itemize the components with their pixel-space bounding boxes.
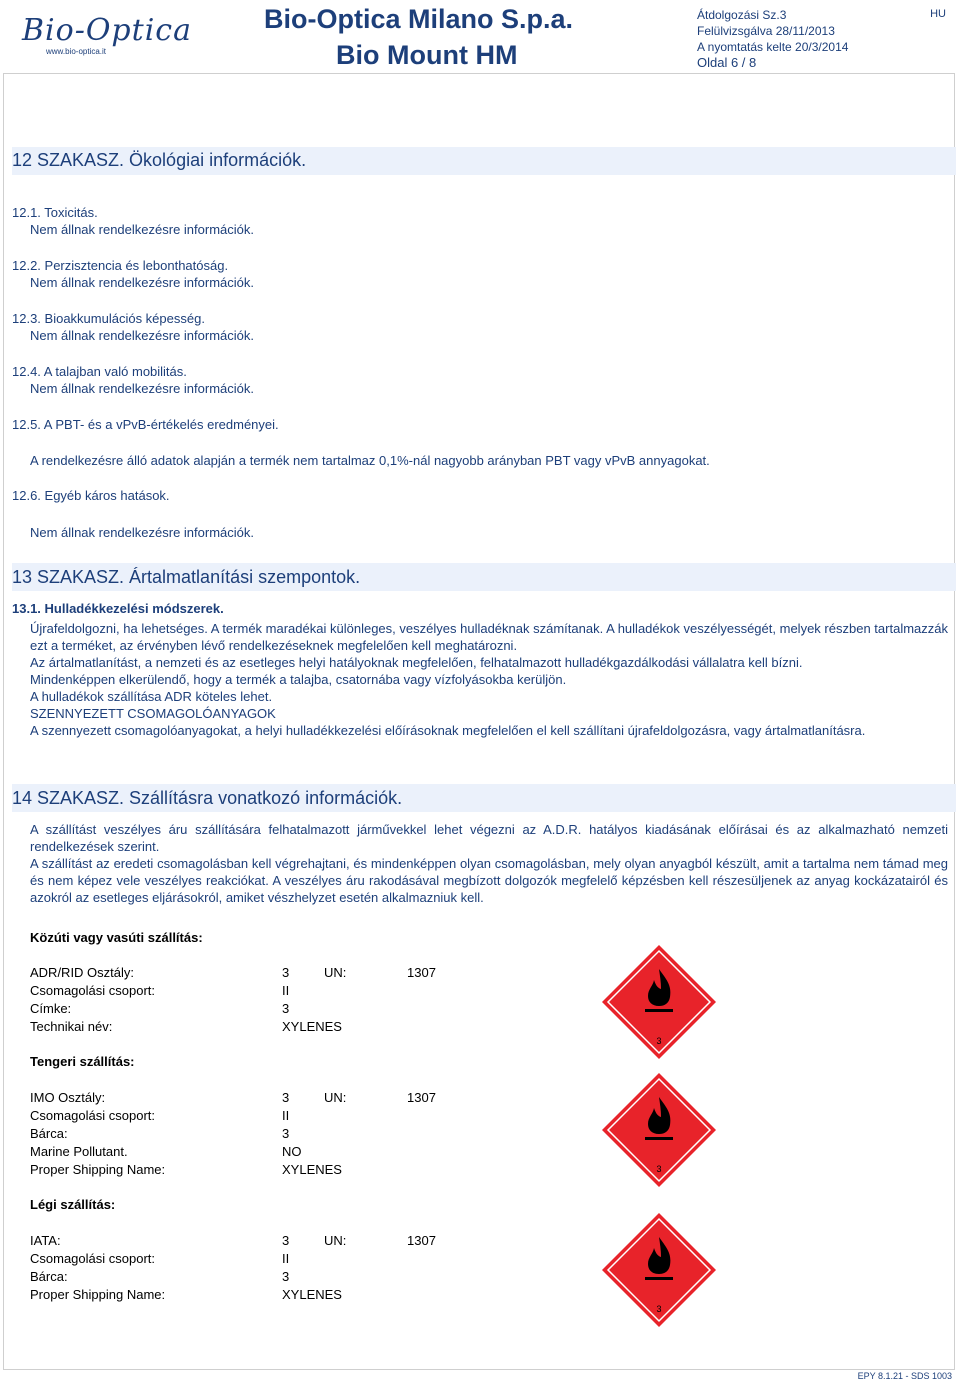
- section-13-text: [30, 620, 948, 739]
- subsection-12-6-text: Nem állnak rendelkezésre információk.: [30, 525, 254, 540]
- sea-class-value: 3: [282, 1090, 290, 1105]
- road-label-value: 3: [282, 1001, 290, 1016]
- paragraph: A szállítást az eredeti csomagolásban kell végrehajtani, és mindenképpen olyan csomagolásban, mely olyan anyagból készült, amit a tartalma nem támad meg és nem képez vele veszélyes reakciókat. A veszélyes áru rakodásával megbízott dolgozók megfelelő képzésben kell részesüljenek az anyag kockázatairól és azokról az esetleges eljárásokról, amiket vészhelyzet esetén alkalmazniuk kell.: [30, 856, 948, 905]
- sea-class-label: IMO Osztály:: [30, 1090, 106, 1105]
- flammable-liquid-hazard-icon: [600, 1071, 718, 1189]
- sea-un-value: 1307: [407, 1090, 436, 1105]
- air-shipping-name-value: XYLENES: [282, 1287, 342, 1302]
- sea-shipping-name-label: Proper Shipping Name:: [30, 1162, 166, 1177]
- section-12-title: 12 SZAKASZ. Ökológiai információk.: [12, 150, 307, 170]
- air-packing-label: Csomagolási csoport:: [30, 1251, 155, 1266]
- review-date: Felülvizsgálva 28/11/2013: [697, 24, 835, 38]
- section-14-title: 14 SZAKASZ. Szállításra vonatkozó információk.: [12, 788, 403, 808]
- subsection-12-6: 12.6. Egyéb káros hatások.: [12, 488, 170, 503]
- air-label-value: 3: [282, 1269, 290, 1284]
- subsection-12-3: 12.3. Bioakkumulációs képesség.: [12, 311, 205, 326]
- subsection-12-5-text: A rendelkezésre álló adatok alapján a termék nem tartalmaz 0,1%-nál nagyobb arányban PBT vagy vPvB annyagokat.: [30, 453, 710, 468]
- sea-shipping-name-value: XYLENES: [282, 1162, 342, 1177]
- road-label-label: Címke:: [30, 1001, 72, 1016]
- paragraph: Mindenképpen elkerülendő, hogy a termék a talajba, csatornába vagy vízfolyásokba kerüljön.: [30, 672, 567, 687]
- road-class-label: ADR/RID Osztály:: [30, 965, 135, 980]
- road-un-label: UN:: [324, 965, 347, 980]
- language-code: HU: [930, 8, 946, 20]
- paragraph: A hulladékok szállítása ADR köteles lehet.: [30, 689, 273, 704]
- product-name: Bio Mount HM: [336, 40, 518, 70]
- air-class-label: IATA:: [30, 1233, 61, 1248]
- sea-marine-pollutant-value: NO: [282, 1144, 302, 1159]
- air-label-label: Bárca:: [30, 1269, 68, 1284]
- document-meta: [697, 7, 848, 71]
- air-packing-value: II: [282, 1251, 290, 1266]
- air-un-value: 1307: [407, 1233, 436, 1248]
- paragraph: A szállítást veszélyes áru szállítására felhatalmazott járművekkel lehet végezni az A.D.R. hatályos kiadásának előírásai és az alkalmazható nemzeti rendelkezések szerint.: [30, 822, 948, 854]
- subsection-12-5: 12.5. A PBT- és a vPvB-értékelés eredményei.: [12, 417, 279, 432]
- road-transport-heading: Közúti vagy vasúti szállítás:: [30, 930, 203, 945]
- paragraph: SZENNYEZETT CSOMAGOLÓANYAGOK: [30, 706, 276, 721]
- flammable-liquid-hazard-icon: [600, 943, 718, 1061]
- hazard-class-number: 3: [656, 1036, 662, 1046]
- subsection-12-4-text: Nem állnak rendelkezésre információk.: [30, 381, 254, 396]
- road-packing-label: Csomagolási csoport:: [30, 983, 155, 998]
- page-number: Oldal 6 / 8: [697, 55, 757, 70]
- page-header: [0, 0, 960, 74]
- road-technical-name-value: XYLENES: [282, 1019, 342, 1034]
- sea-transport-heading: Tengeri szállítás:: [30, 1054, 135, 1069]
- paragraph: Az ártalmatlanítást, a nemzeti és az esetleges helyi hatályoknak megfelelően, felhatalmazott hulladékgazdálkodási vállalatra kell bízni.: [30, 655, 803, 670]
- paragraph: Újrafeldolgozni, ha lehetséges. A termék maradékai különleges, veszélyes hulladéknak számítanak. A hulladékok veszélyességét, melyek részben tartalmazzák ezt a terméket, az érvényben lévő rendelkezéseknek megfelelően kell meghatározni.: [30, 621, 948, 653]
- company-name: Bio-Optica Milano S.p.a.: [264, 4, 574, 34]
- sea-label-label: Bárca:: [30, 1126, 68, 1141]
- footer-version: EPY 8.1.21 - SDS 1003: [857, 1371, 952, 1381]
- sea-marine-pollutant-label: Marine Pollutant.: [30, 1144, 128, 1159]
- section-14-text: [30, 821, 948, 906]
- road-technical-name-label: Technikai név:: [30, 1019, 113, 1034]
- subsection-12-4: 12.4. A talajban való mobilitás.: [12, 364, 187, 379]
- section-13-title: 13 SZAKASZ. Ártalmatlanítási szempontok.: [12, 567, 361, 587]
- subsection-12-3-text: Nem állnak rendelkezésre információk.: [30, 328, 254, 343]
- flammable-liquid-hazard-icon: [600, 1211, 718, 1329]
- air-shipping-name-label: Proper Shipping Name:: [30, 1287, 166, 1302]
- subsection-12-2-text: Nem állnak rendelkezésre információk.: [30, 275, 254, 290]
- road-class-value: 3: [282, 965, 290, 980]
- subsection-12-2: 12.2. Perzisztencia és lebonthatóság.: [12, 258, 229, 273]
- sea-label-value: 3: [282, 1126, 290, 1141]
- sea-un-label: UN:: [324, 1090, 347, 1105]
- road-packing-value: II: [282, 983, 290, 998]
- air-transport-heading: Légi szállítás:: [30, 1197, 116, 1212]
- bio-optica-logo: Bio-Optica www.bio-optica.it: [22, 13, 192, 56]
- subsection-12-1: 12.1. Toxicitás.: [12, 205, 98, 220]
- revision: Átdolgozási Sz.3: [697, 8, 787, 22]
- road-un-value: 1307: [407, 965, 436, 980]
- hazard-class-number: 3: [656, 1164, 662, 1174]
- hazard-class-number: 3: [656, 1304, 662, 1314]
- sea-packing-label: Csomagolási csoport:: [30, 1108, 155, 1123]
- air-class-value: 3: [282, 1233, 290, 1248]
- sea-packing-value: II: [282, 1108, 290, 1123]
- subsection-12-1-text: Nem állnak rendelkezésre információk.: [30, 222, 254, 237]
- air-un-label: UN:: [324, 1233, 347, 1248]
- subsection-13-1: 13.1. Hulladékkezelési módszerek.: [12, 601, 224, 616]
- print-date: A nyomtatás kelte 20/3/2014: [697, 40, 849, 54]
- paragraph: A szennyezett csomagolóanyagokat, a helyi hulladékkezelési előírásoknak megfelelően el kell szállítani újrafeldolgozásra, vagy ártalmatlanításra.: [30, 723, 866, 738]
